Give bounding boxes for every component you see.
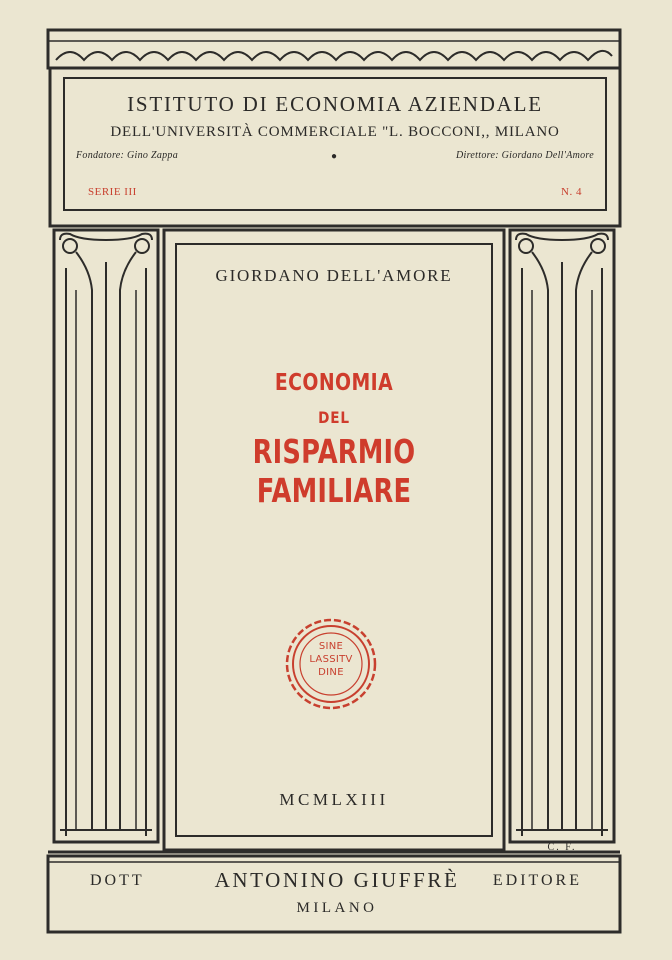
publisher-prefix: DOTT (90, 872, 145, 889)
seal-line-1: SINE (318, 641, 344, 652)
publisher-city: MILANO (296, 900, 378, 916)
separator-dot: ● (331, 151, 338, 162)
title-line-2: DEL (318, 408, 350, 427)
issue-number: N. 4 (561, 186, 582, 198)
title-line-1: ECONOMIA (274, 370, 394, 396)
seal-line-3: DINE (318, 667, 344, 678)
seal-line-2: LASSITV (309, 654, 353, 665)
seal-motto (283, 640, 379, 679)
series-label: SERIE III (88, 186, 137, 198)
author-name: GIORDANO DELL'AMORE (215, 266, 453, 285)
university-name: DELL'UNIVERSITÀ COMMERCIALE "L. BOCCONI,, MILANO (110, 124, 560, 140)
publication-year: MCMLXIII (279, 790, 389, 809)
publisher-line (54, 868, 620, 894)
director-label: Direttore: Giordano Dell'Amore (456, 150, 594, 161)
institute-name: ISTITUTO DI ECONOMIA AZIENDALE (127, 92, 543, 116)
series-header (64, 78, 606, 210)
title-line-3: RISPARMIO FAMILIARE (252, 432, 416, 510)
publisher-suffix: EDITORE (492, 872, 582, 889)
artist-initials: C. F. (547, 842, 577, 853)
founder-label: Fondatore: Gino Zappa (76, 150, 179, 161)
publisher-name: ANTONINO GIUFFRÈ (214, 868, 460, 892)
